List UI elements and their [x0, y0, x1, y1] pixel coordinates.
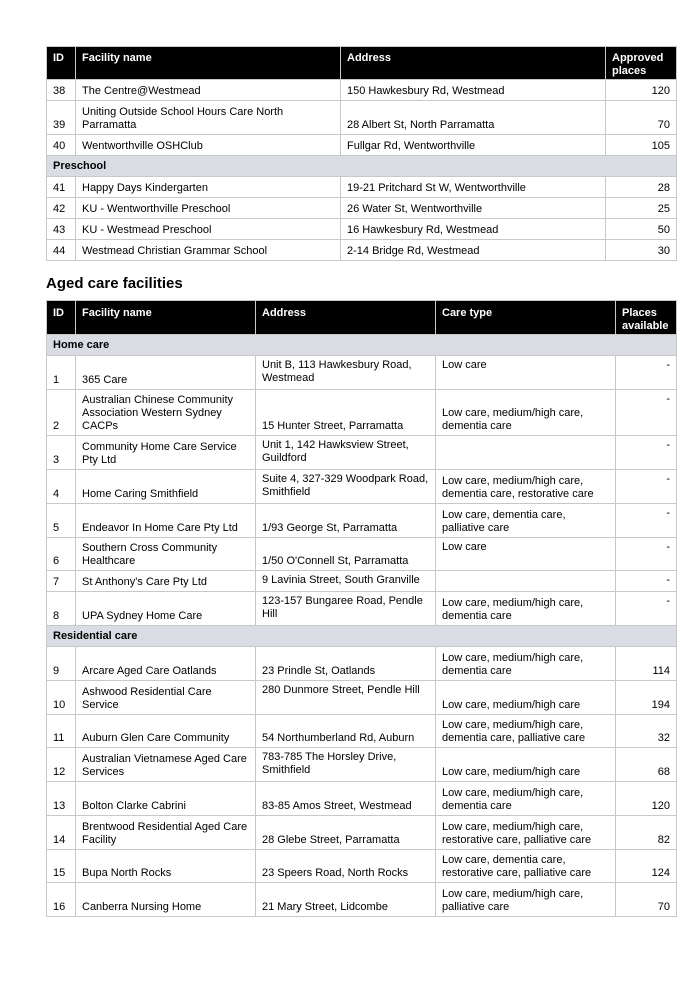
- facility-name: Bupa North Rocks: [76, 850, 256, 883]
- facility-address: 21 Mary Street, Lidcombe: [256, 883, 436, 917]
- table-row: [47, 748, 677, 782]
- facility-id: 2: [47, 390, 76, 436]
- facility-name: Australian Vietnamese Aged Care Services: [76, 748, 256, 782]
- places-available: -: [616, 592, 677, 626]
- approved-places: 50: [606, 219, 677, 240]
- aged-care-facilities-table: [46, 300, 677, 917]
- table-row: [47, 538, 677, 571]
- aged-care-heading: Aged care facilities: [46, 275, 183, 292]
- facility-address: Suite 4, 327-329 Woodpark Road, Smithfield: [256, 470, 436, 504]
- facility-name: UPA Sydney Home Care: [76, 592, 256, 626]
- table-row: [47, 219, 677, 240]
- header-places-available: Places available: [616, 301, 677, 335]
- section-row: [47, 335, 677, 356]
- facility-name: Canberra Nursing Home: [76, 883, 256, 917]
- facility-id: 7: [47, 571, 76, 592]
- care-type: Low care, medium/high care, dementia care: [436, 647, 616, 681]
- facility-name: St Anthony's Care Pty Ltd: [76, 571, 256, 592]
- facility-address: 23 Speers Road, North Rocks: [256, 850, 436, 883]
- facility-address: 1/93 George St, Parramatta: [256, 504, 436, 538]
- facility-id: 11: [47, 715, 76, 748]
- places-available: 70: [616, 883, 677, 917]
- facility-id: 41: [47, 177, 76, 198]
- facility-name: Westmead Christian Grammar School: [76, 240, 341, 261]
- table-row: [47, 240, 677, 261]
- facility-address: 83-85 Amos Street, Westmead: [256, 782, 436, 816]
- places-available: 124: [616, 850, 677, 883]
- facility-id: 3: [47, 436, 76, 470]
- childcare-table-body: [47, 80, 677, 261]
- table-row: [47, 390, 677, 436]
- facility-name: 365 Care: [76, 356, 256, 390]
- facility-id: 8: [47, 592, 76, 626]
- facility-id: 9: [47, 647, 76, 681]
- childcare-facilities-table: [46, 46, 677, 261]
- facility-address: 783-785 The Horsley Drive, Smithfield: [256, 748, 436, 782]
- section-label: Home care: [47, 335, 677, 356]
- header-address: Address: [341, 47, 606, 80]
- facility-address: 26 Water St, Wentworthville: [341, 198, 606, 219]
- aged-care-table-body: [47, 335, 677, 917]
- care-type: Low care, medium/high care, restorative care, palliative care: [436, 816, 616, 850]
- care-type: Low care: [436, 356, 616, 390]
- table-row: [47, 470, 677, 504]
- facility-name: KU - Westmead Preschool: [76, 219, 341, 240]
- care-type: Low care, medium/high care: [436, 681, 616, 715]
- table-row: [47, 504, 677, 538]
- facility-address: Unit 1, 142 Hawksview Street, Guildford: [256, 436, 436, 470]
- facility-name: Bolton Clarke Cabrini: [76, 782, 256, 816]
- table-row: [47, 715, 677, 748]
- facility-address: 9 Lavinia Street, South Granville: [256, 571, 436, 592]
- facility-name: Home Caring Smithfield: [76, 470, 256, 504]
- table-row: [47, 850, 677, 883]
- facility-name: Brentwood Residential Aged Care Facility: [76, 816, 256, 850]
- facility-id: 13: [47, 782, 76, 816]
- section-row: [47, 626, 677, 647]
- care-type: Low care, medium/high care: [436, 748, 616, 782]
- header-approved-places: Approved places: [606, 47, 677, 80]
- care-type: Low care, medium/high care, dementia care: [436, 592, 616, 626]
- places-available: -: [616, 504, 677, 538]
- facility-id: 1: [47, 356, 76, 390]
- care-type: Low care, dementia care, restorative care, palliative care: [436, 850, 616, 883]
- facility-address: 1/50 O'Connell St, Parramatta: [256, 538, 436, 571]
- facility-id: 14: [47, 816, 76, 850]
- approved-places: 105: [606, 135, 677, 156]
- places-available: 114: [616, 647, 677, 681]
- facility-id: 40: [47, 135, 76, 156]
- facility-name: KU - Wentworthville Preschool: [76, 198, 341, 219]
- table-header-row: [47, 47, 677, 80]
- header-facility-name: Facility name: [76, 47, 341, 80]
- care-type: [436, 436, 616, 470]
- facility-address: 2-14 Bridge Rd, Westmead: [341, 240, 606, 261]
- table-row: [47, 135, 677, 156]
- care-type: Low care: [436, 538, 616, 571]
- facility-name: Auburn Glen Care Community: [76, 715, 256, 748]
- facility-address: 28 Glebe Street, Parramatta: [256, 816, 436, 850]
- approved-places: 30: [606, 240, 677, 261]
- approved-places: 120: [606, 80, 677, 101]
- header-care-type: Care type: [436, 301, 616, 335]
- facility-name: Arcare Aged Care Oatlands: [76, 647, 256, 681]
- care-type: Low care, medium/high care, palliative care: [436, 883, 616, 917]
- facility-address: 150 Hawkesbury Rd, Westmead: [341, 80, 606, 101]
- table-row: [47, 177, 677, 198]
- places-available: 82: [616, 816, 677, 850]
- facility-address: 16 Hawkesbury Rd, Westmead: [341, 219, 606, 240]
- table-row: [47, 816, 677, 850]
- facility-id: 6: [47, 538, 76, 571]
- facility-id: 5: [47, 504, 76, 538]
- facility-id: 10: [47, 681, 76, 715]
- facility-address: 23 Prindle St, Oatlands: [256, 647, 436, 681]
- facility-name: Community Home Care Service Pty Ltd: [76, 436, 256, 470]
- facility-name: Happy Days Kindergarten: [76, 177, 341, 198]
- care-type: Low care, medium/high care, dementia care: [436, 390, 616, 436]
- places-available: 68: [616, 748, 677, 782]
- care-type: [436, 571, 616, 592]
- table-row: [47, 356, 677, 390]
- facility-id: 38: [47, 80, 76, 101]
- facility-id: 43: [47, 219, 76, 240]
- facility-address: 19-21 Pritchard St W, Wentworthville: [341, 177, 606, 198]
- facility-id: 15: [47, 850, 76, 883]
- places-available: -: [616, 390, 677, 436]
- header-address: Address: [256, 301, 436, 335]
- places-available: -: [616, 538, 677, 571]
- table-header-row: [47, 301, 677, 335]
- header-id: ID: [47, 47, 76, 80]
- facility-address: 54 Northumberland Rd, Auburn: [256, 715, 436, 748]
- places-available: -: [616, 356, 677, 390]
- table-row: [47, 782, 677, 816]
- table-row: [47, 592, 677, 626]
- facility-id: 39: [47, 101, 76, 135]
- table-row: [47, 436, 677, 470]
- places-available: -: [616, 470, 677, 504]
- section-label: Preschool: [47, 156, 677, 177]
- facility-name: Endeavor In Home Care Pty Ltd: [76, 504, 256, 538]
- facility-id: 44: [47, 240, 76, 261]
- care-type: Low care, medium/high care, dementia care, restorative care: [436, 470, 616, 504]
- table-row: [47, 571, 677, 592]
- facility-address: 28 Albert St, North Parramatta: [341, 101, 606, 135]
- facility-address: 280 Dunmore Street, Pendle Hill: [256, 681, 436, 715]
- facility-id: 16: [47, 883, 76, 917]
- table-row: [47, 198, 677, 219]
- care-type: Low care, medium/high care, dementia care: [436, 782, 616, 816]
- places-available: 194: [616, 681, 677, 715]
- table-row: [47, 883, 677, 917]
- approved-places: 70: [606, 101, 677, 135]
- facility-id: 4: [47, 470, 76, 504]
- table-row: [47, 647, 677, 681]
- facility-name: Australian Chinese Community Association Western Sydney CACPs: [76, 390, 256, 436]
- places-available: -: [616, 571, 677, 592]
- places-available: -: [616, 436, 677, 470]
- header-facility-name: Facility name: [76, 301, 256, 335]
- care-type: Low care, medium/high care, dementia care, palliative care: [436, 715, 616, 748]
- header-id: ID: [47, 301, 76, 335]
- table-row: [47, 681, 677, 715]
- facility-id: 42: [47, 198, 76, 219]
- places-available: 120: [616, 782, 677, 816]
- facility-name: Uniting Outside School Hours Care North Parramatta: [76, 101, 341, 135]
- facility-address: 15 Hunter Street, Parramatta: [256, 390, 436, 436]
- facility-name: Wentworthville OSHClub: [76, 135, 341, 156]
- care-type: Low care, dementia care, palliative care: [436, 504, 616, 538]
- table-row: [47, 101, 677, 135]
- approved-places: 28: [606, 177, 677, 198]
- facility-id: 12: [47, 748, 76, 782]
- section-label: Residential care: [47, 626, 677, 647]
- facility-address: Unit B, 113 Hawkesbury Road, Westmead: [256, 356, 436, 390]
- facility-address: Fullgar Rd, Wentworthville: [341, 135, 606, 156]
- facility-address: 123-157 Bungaree Road, Pendle Hill: [256, 592, 436, 626]
- facility-name: Southern Cross Community Healthcare: [76, 538, 256, 571]
- facility-name: The Centre@Westmead: [76, 80, 341, 101]
- approved-places: 25: [606, 198, 677, 219]
- table-row: [47, 80, 677, 101]
- places-available: 32: [616, 715, 677, 748]
- section-row: [47, 156, 677, 177]
- facility-name: Ashwood Residential Care Service: [76, 681, 256, 715]
